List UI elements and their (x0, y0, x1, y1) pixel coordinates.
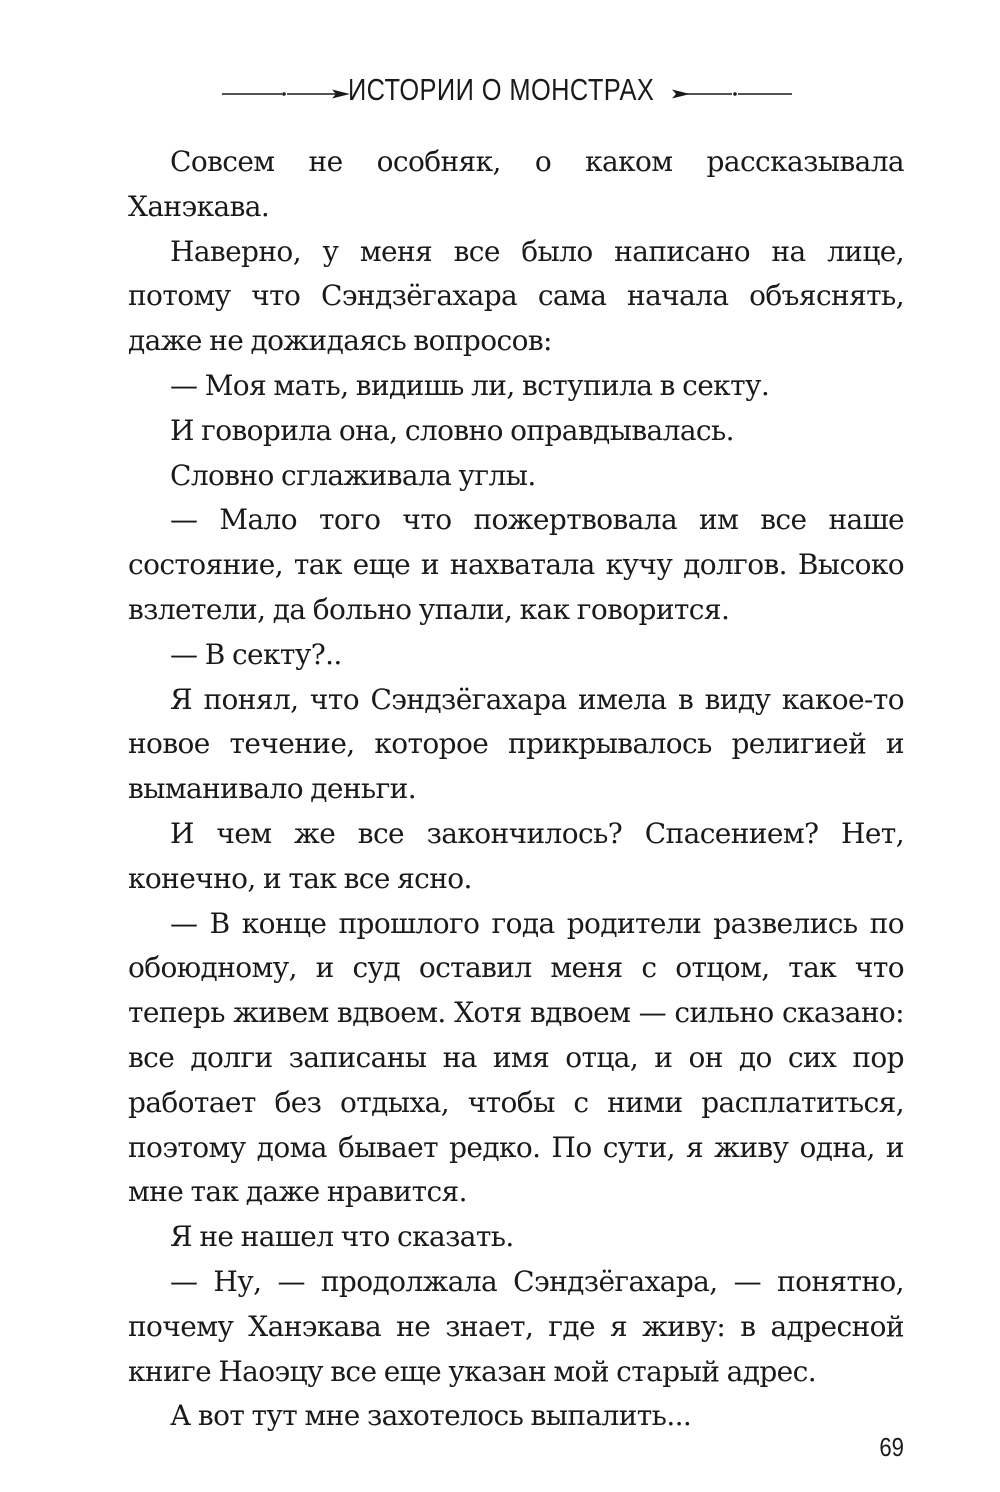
paragraph: А вот тут мне захотелось выпалить... (170, 1399, 692, 1433)
paragraph: Наверно, у меня все было написано на лице, потому что Сэндзёгахара сама начала объяснять, даже не дожидаясь вопросов: (128, 234, 904, 358)
paragraph: И говорила она, словно оправдывалась. (170, 413, 734, 447)
paragraph: — Ну, — продолжала Сэндзёгахара, — понятно, почему Ханэкава не знает, где я живу: в адресной книге Наоэцу все еще указан мой старый адрес. (128, 1264, 904, 1388)
paragraph: Словно сглаживала углы. (170, 458, 536, 492)
paragraph: И чем же все закончилось? Спасением? Нет, конечно, и так все ясно. (128, 816, 904, 895)
paragraph: Совсем не особняк, о каком рассказывала Ханэкава. (128, 145, 904, 223)
paragraph: Я понял, что Сэндзёгахара имела в виду какое-то новое течение, которое прикрывалось религией и выманивало деньги. (128, 682, 904, 806)
paragraph: Я не нашел что сказать. (170, 1220, 514, 1254)
paragraph: — В конце прошлого года родители развелись по обоюдному, и суд оставил меня с отцом, так что теперь живем вдвоем. Хотя вдвоем — сильно сказано: все долги записаны на имя отца, и он до сих пор работает без отдыха, чтобы с ними расплатиться, поэтому дома бывает редко. По сути, я живу одна, и мне так даже нравится. (128, 906, 904, 1209)
body-text (128, 140, 904, 1439)
paragraph: — Мало того что пожертвовала им все наше состояние, так еще и нахватала кучу долгов. Высоко взлетели, да больно упали, как говорится. (128, 503, 904, 626)
page-number: 69 (879, 1432, 904, 1462)
book-title: ИСТОРИИ О МОНСТРАХ (347, 72, 655, 107)
paragraph: — Моя мать, видишь ли, вступила в секту. (170, 368, 770, 402)
paragraph: — В секту?.. (170, 637, 342, 671)
running-header (0, 68, 1000, 118)
